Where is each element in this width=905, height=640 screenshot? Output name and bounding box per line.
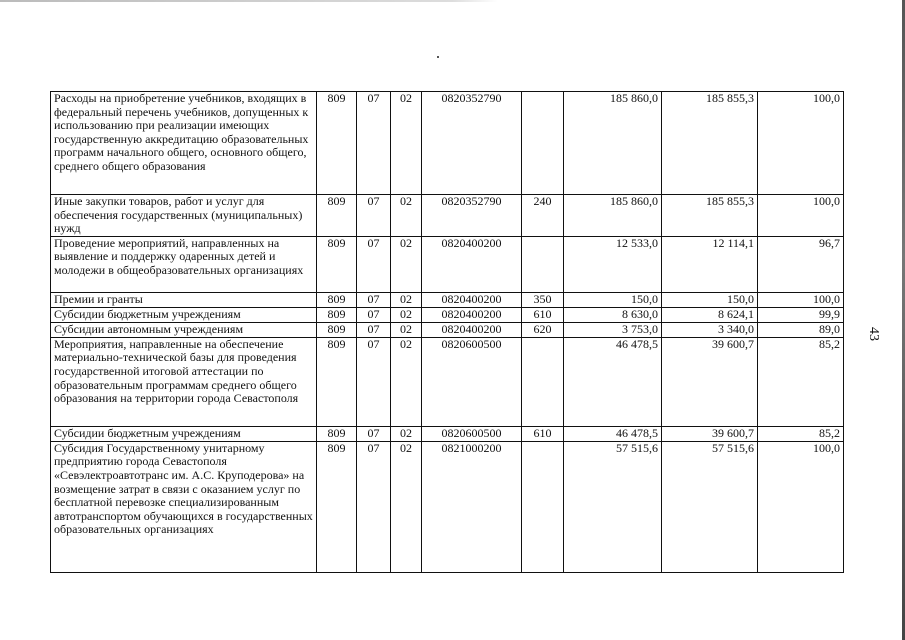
execution-percent: 89,0 xyxy=(758,322,844,337)
expense-type-code: 350 xyxy=(522,292,564,307)
ministry-code: 809 xyxy=(317,292,357,307)
target-article-code: 0820400200 xyxy=(422,307,522,322)
planned-amount: 185 860,0 xyxy=(564,195,662,237)
section-code: 07 xyxy=(357,92,391,195)
execution-percent: 96,7 xyxy=(758,236,844,292)
ministry-code: 809 xyxy=(317,195,357,237)
section-code: 07 xyxy=(357,236,391,292)
ministry-code: 809 xyxy=(317,236,357,292)
page-number: 43 xyxy=(866,327,881,341)
subsection-code: 02 xyxy=(391,337,422,426)
row-description: Субсидии бюджетным учреждениям xyxy=(51,307,317,322)
section-code: 07 xyxy=(357,292,391,307)
row-description: Проведение мероприятий, направленных на выявление и поддержку одаренных детей и молодежи в общеобразовательных организациях xyxy=(51,236,317,292)
planned-amount: 12 533,0 xyxy=(564,236,662,292)
planned-amount: 57 515,6 xyxy=(564,441,662,572)
subsection-code: 02 xyxy=(391,195,422,237)
expense-type-code: 240 xyxy=(522,195,564,237)
expense-type-code: 610 xyxy=(522,307,564,322)
executed-amount: 8 624,1 xyxy=(662,307,758,322)
planned-amount: 46 478,5 xyxy=(564,337,662,426)
row-description: Субсидии бюджетным учреждениям xyxy=(51,426,317,441)
execution-percent: 100,0 xyxy=(758,292,844,307)
section-code: 07 xyxy=(357,322,391,337)
subsection-code: 02 xyxy=(391,307,422,322)
planned-amount: 185 860,0 xyxy=(564,92,662,195)
table-row xyxy=(51,426,844,441)
subsection-code: 02 xyxy=(391,441,422,572)
section-code: 07 xyxy=(357,441,391,572)
executed-amount: 185 855,3 xyxy=(662,92,758,195)
expense-type-code xyxy=(522,337,564,426)
scan-top-edge xyxy=(0,0,905,2)
table-row xyxy=(51,236,844,292)
budget-table xyxy=(50,91,844,573)
target-article-code: 0820400200 xyxy=(422,236,522,292)
execution-percent: 100,0 xyxy=(758,92,844,195)
execution-percent: 85,2 xyxy=(758,337,844,426)
row-description: Субсидии автономным учреждениям xyxy=(51,322,317,337)
row-description: Расходы на приобретение учебников, входящих в федеральный перечень учебников, допущенных к использованию при реализации имеющих государственную аккредитацию образовательных программ начального общего, основного общего, среднего общего образования xyxy=(51,92,317,195)
target-article-code: 0821000200 xyxy=(422,441,522,572)
execution-percent: 100,0 xyxy=(758,195,844,237)
ministry-code: 809 xyxy=(317,92,357,195)
executed-amount: 57 515,6 xyxy=(662,441,758,572)
row-description: Субсидия Государственному унитарному предприятию города Севастополя «Севэлектроавтотранс им. А.С. Круподерова» на возмещение затрат в связи с оказанием услуг по бесплатной перевозке специализированным автотранспортом обучающихся в государственных образовательных организациях xyxy=(51,441,317,572)
expense-type-code xyxy=(522,236,564,292)
subsection-code: 02 xyxy=(391,236,422,292)
planned-amount: 46 478,5 xyxy=(564,426,662,441)
ministry-code: 809 xyxy=(317,337,357,426)
subsection-code: 02 xyxy=(391,322,422,337)
target-article-code: 0820400200 xyxy=(422,292,522,307)
table-row xyxy=(51,92,844,195)
target-article-code: 0820400200 xyxy=(422,322,522,337)
planned-amount: 8 630,0 xyxy=(564,307,662,322)
row-description: Иные закупки товаров, работ и услуг для обеспечения государственных (муниципальных) нужд xyxy=(51,195,317,237)
row-description: Мероприятия, направленные на обеспечение материально-технической базы для проведения государственной итоговой аттестации по образовательным программам среднего общего образования на территории города Севастополя xyxy=(51,337,317,426)
target-article-code: 0820352790 xyxy=(422,195,522,237)
planned-amount: 3 753,0 xyxy=(564,322,662,337)
execution-percent: 100,0 xyxy=(758,441,844,572)
executed-amount: 12 114,1 xyxy=(662,236,758,292)
ministry-code: 809 xyxy=(317,426,357,441)
executed-amount: 185 855,3 xyxy=(662,195,758,237)
expense-type-code: 610 xyxy=(522,426,564,441)
table-row xyxy=(51,441,844,572)
ministry-code: 809 xyxy=(317,441,357,572)
expense-type-code: 620 xyxy=(522,322,564,337)
table-row xyxy=(51,337,844,426)
table-row xyxy=(51,307,844,322)
executed-amount: 3 340,0 xyxy=(662,322,758,337)
executed-amount: 150,0 xyxy=(662,292,758,307)
expense-type-code xyxy=(522,441,564,572)
section-code: 07 xyxy=(357,426,391,441)
section-code: 07 xyxy=(357,195,391,237)
subsection-code: 02 xyxy=(391,292,422,307)
target-article-code: 0820600500 xyxy=(422,337,522,426)
target-article-code: 0820352790 xyxy=(422,92,522,195)
executed-amount: 39 600,7 xyxy=(662,337,758,426)
planned-amount: 150,0 xyxy=(564,292,662,307)
execution-percent: 85,2 xyxy=(758,426,844,441)
ministry-code: 809 xyxy=(317,322,357,337)
table-row xyxy=(51,195,844,237)
row-description: Премии и гранты xyxy=(51,292,317,307)
section-code: 07 xyxy=(357,307,391,322)
ministry-code: 809 xyxy=(317,307,357,322)
section-code: 07 xyxy=(357,337,391,426)
subsection-code: 02 xyxy=(391,92,422,195)
subsection-code: 02 xyxy=(391,426,422,441)
expense-type-code xyxy=(522,92,564,195)
table-row xyxy=(51,292,844,307)
execution-percent: 99,9 xyxy=(758,307,844,322)
scan-speck xyxy=(437,56,439,58)
table-row xyxy=(51,322,844,337)
executed-amount: 39 600,7 xyxy=(662,426,758,441)
target-article-code: 0820600500 xyxy=(422,426,522,441)
